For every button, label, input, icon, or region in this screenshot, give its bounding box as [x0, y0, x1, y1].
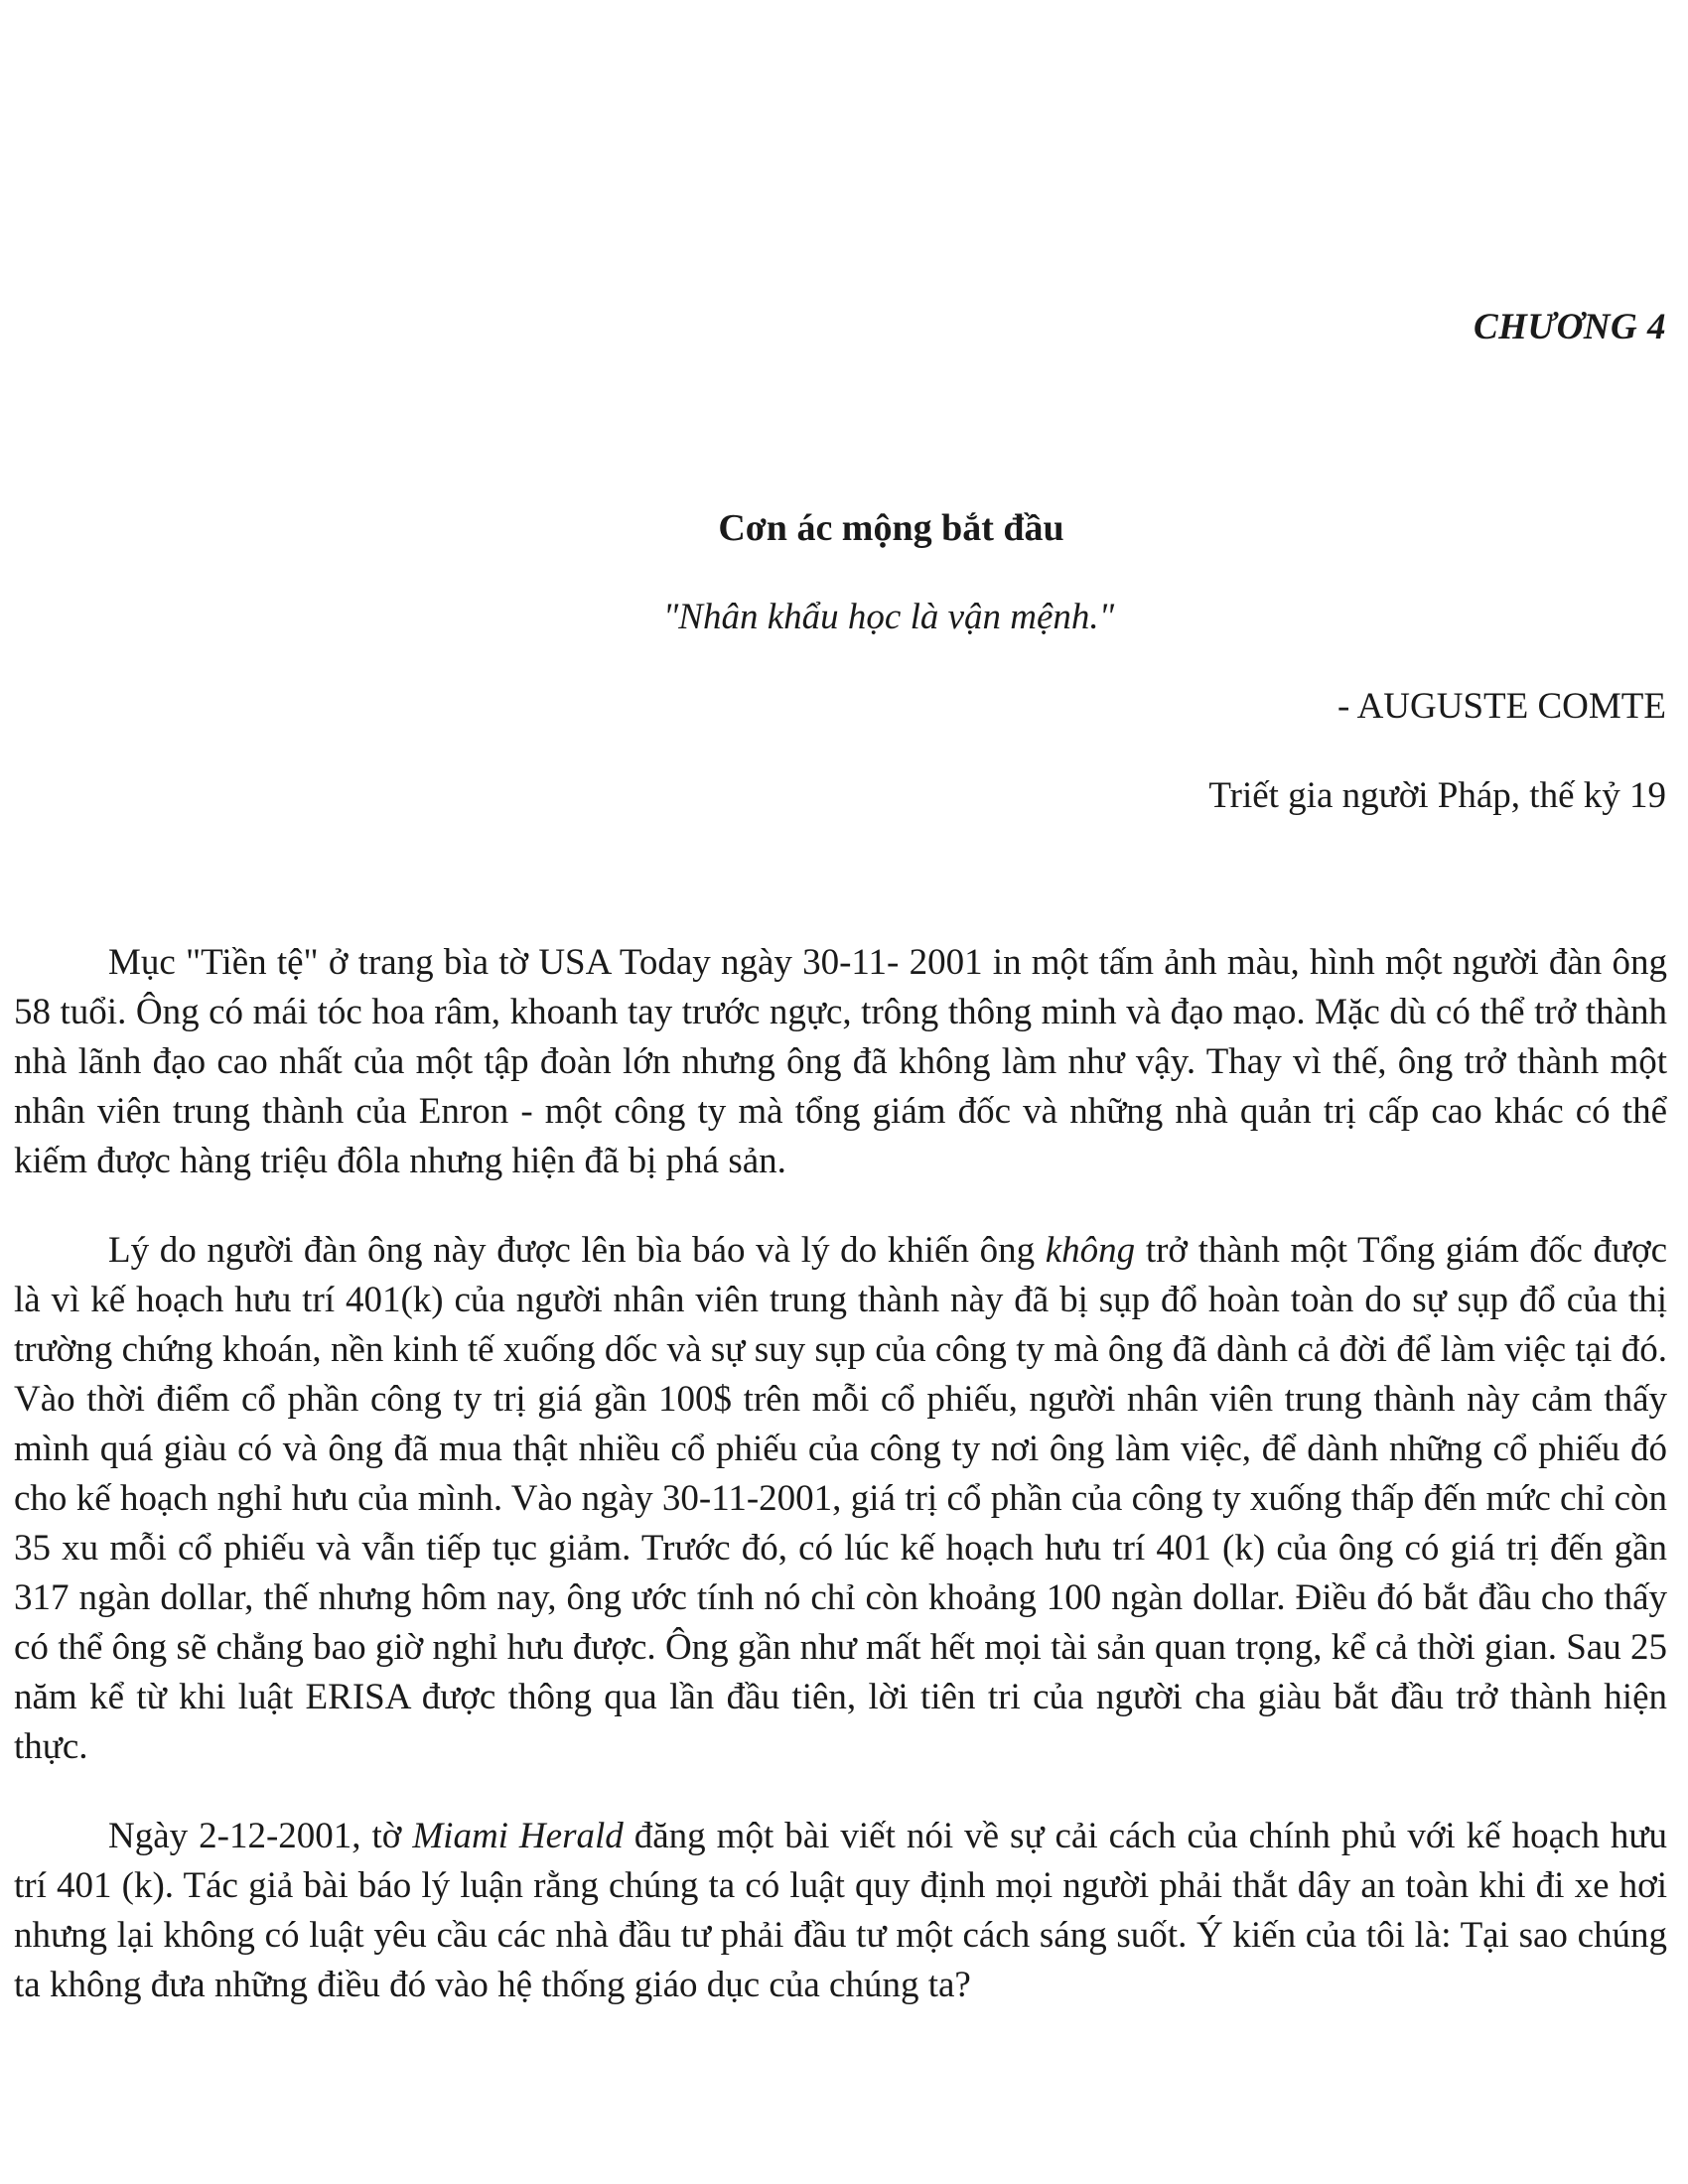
paragraph-3: [14, 1812, 1667, 2010]
paragraph-3-text-b: đăng một bài viết nói về sự cải cách của chính phủ với kế hoạch hưu trí 401 (k). Tác giả bài báo lý luận rằng chúng ta có luật quy định mọi người phải thắt dây an toàn khi đi xe hơi nhưng lại không có luật yêu cầu các nhà đầu tư phải đầu tư một cách sáng suốt. Ý kiến của tôi là: Tại sao chúng ta không đưa những điều đó vào hệ thống giáo dục của chúng ta?: [14, 1816, 1667, 2005]
epigraph-author: - AUGUSTE COMTE: [1337, 686, 1666, 727]
paragraph-2-emphasis: không: [1045, 1230, 1136, 1271]
chapter-title: Cơn ác mộng bắt đầu: [718, 507, 1064, 549]
paragraph-3-text-a: Ngày 2-12-2001, tờ: [108, 1816, 413, 1856]
body-text: [14, 938, 1667, 2050]
paragraph-1: [14, 938, 1667, 1186]
chapter-label: CHƯƠNG 4: [1473, 307, 1666, 347]
epigraph-quote: "Nhân khẩu học là vận mệnh.": [662, 597, 1115, 637]
paragraph-1-text: Mục "Tiền tệ" ở trang bìa tờ USA Today ngày 30-11- 2001 in một tấm ảnh màu, hình một người đàn ông 58 tuổi. Ông có mái tóc hoa râm, khoanh tay trước ngực, trông thông minh và đạo mạo. Mặc dù có thể trở thành nhà lãnh đạo cao nhất của một tập đoàn lớn nhưng ông đã không làm như vậy. Thay vì thế, ông trở thành một nhân viên trung thành của Enron - một công ty mà tổng giám đốc và những nhà quản trị cấp cao khác có thể kiếm được hàng triệu đôla nhưng hiện đã bị phá sản.: [14, 942, 1667, 1181]
paragraph-2-text-b: trở thành một Tổng giám đốc được là vì kế hoạch hưu trí 401(k) của người nhân viên trung thành này đã bị sụp đổ hoàn toàn do sự sụp đổ của thị trường chứng khoán, nền kinh tế xuống dốc và sự suy sụp của công ty mà ông đã dành cả đời để làm việc tại đó. Vào thời điểm cổ phần công ty trị giá gần 100$ trên mỗi cổ phiếu, người nhân viên trung thành này cảm thấy mình quá giàu có và ông đã mua thật nhiều cổ phiếu của công ty nơi ông làm việc, để dành những cổ phiếu đó cho kế hoạch nghỉ hưu của mình. Vào ngày 30-11-2001, giá trị cổ phần của công ty xuống thấp đến mức chỉ còn 35 xu mỗi cổ phiếu và vẫn tiếp tục giảm. Trước đó, có lúc kế hoạch hưu trí 401 (k) của ông có giá trị đến gần 317 ngàn dollar, thế nhưng hôm nay, ông ước tính nó chỉ còn khoảng 100 ngàn dollar. Điều đó bắt đầu cho thấy có thể ông sẽ chẳng bao giờ nghỉ hưu được. Ông gần như mất hết mọi tài sản quan trọng, kể cả thời gian. Sau 25 năm kể từ khi luật ERISA được thông qua lần đầu tiên, lời tiên tri của người cha giàu bắt đầu trở thành hiện thực.: [14, 1230, 1667, 1767]
epigraph-author-description: Triết gia người Pháp, thế kỷ 19: [1208, 775, 1666, 816]
paragraph-3-emphasis: Miami Herald: [412, 1816, 624, 1856]
paragraph-2-text-a: Lý do người đàn ông này được lên bìa báo và lý do khiến ông: [108, 1230, 1046, 1271]
paragraph-2: [14, 1226, 1667, 1772]
